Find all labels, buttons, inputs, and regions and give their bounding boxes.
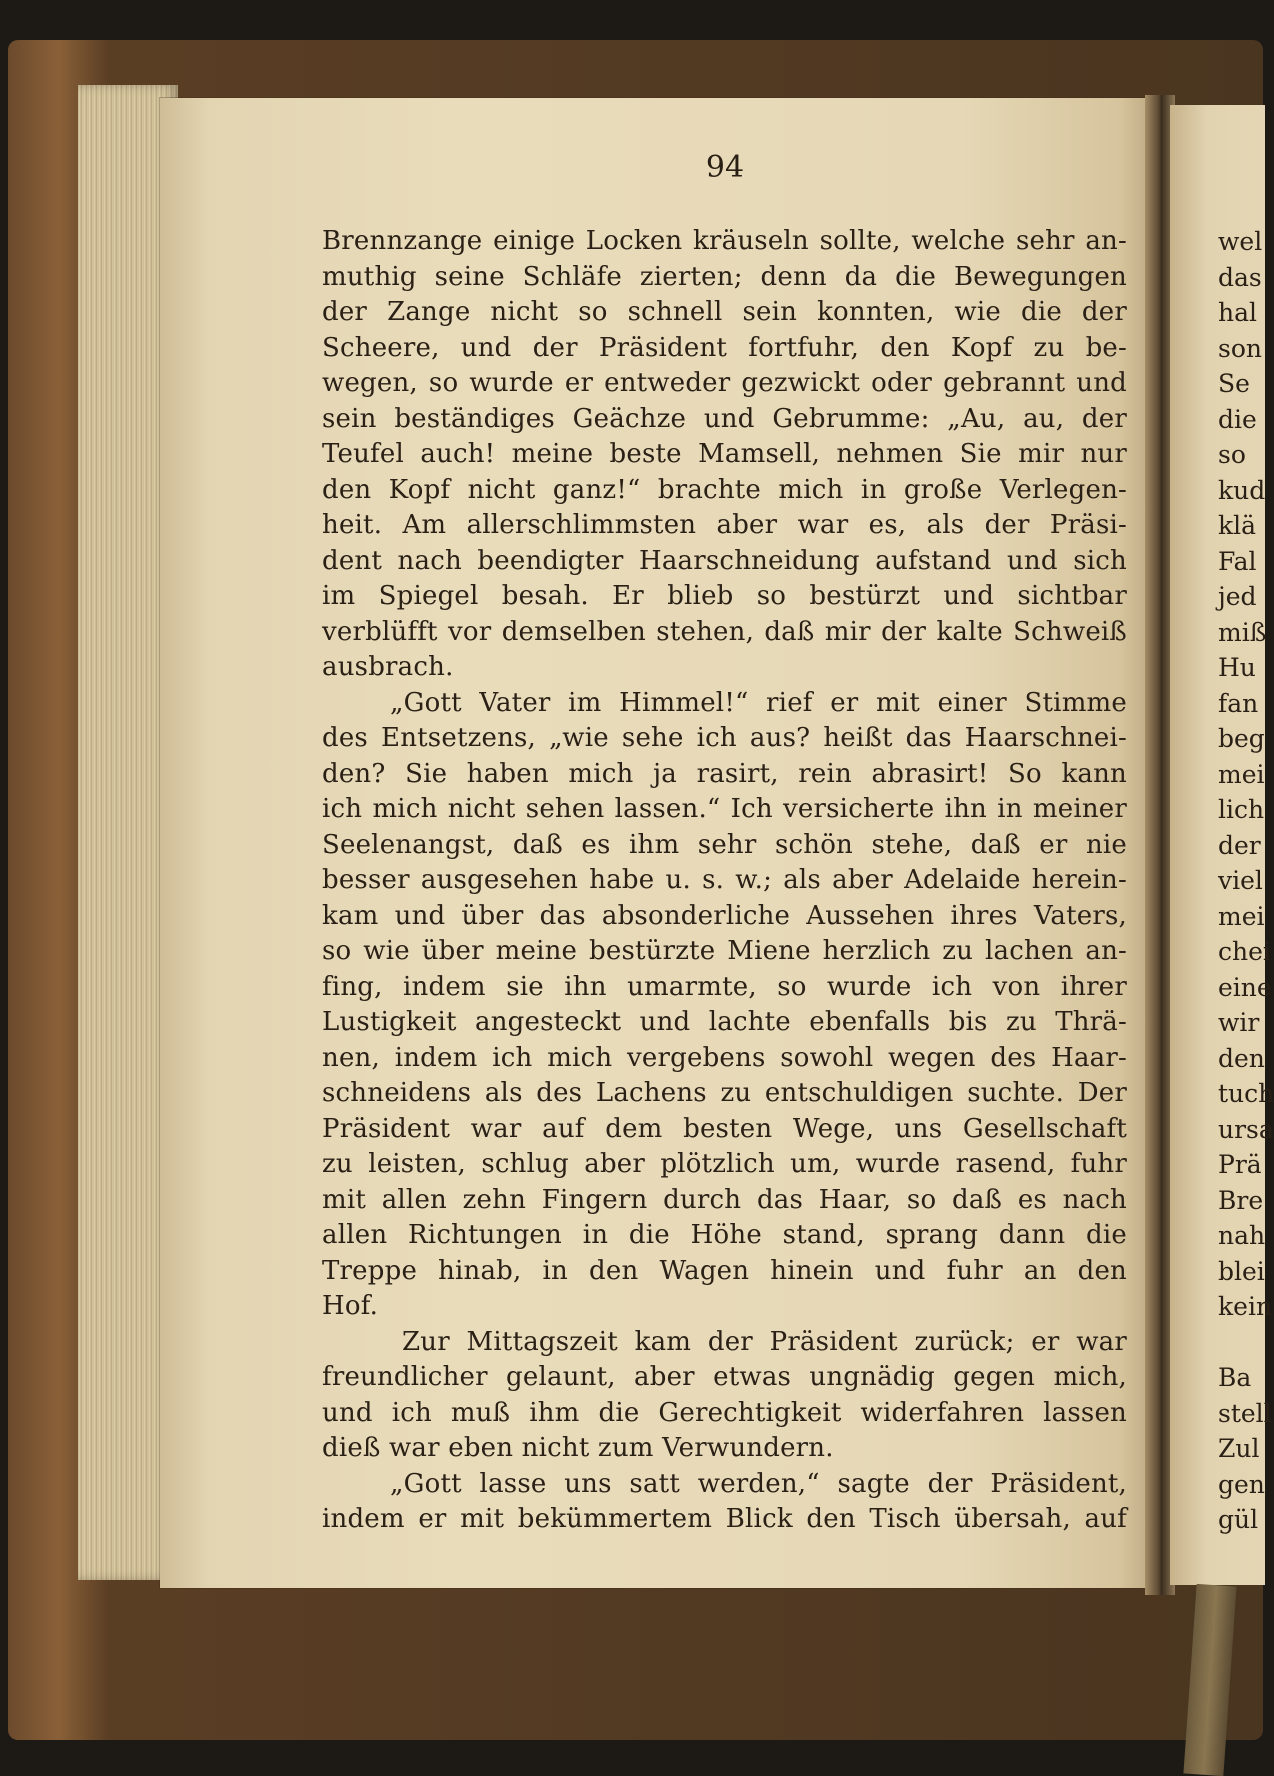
text-line: heit. Am allerschlimmsten aber war es, als der Präsi- [322,510,1127,540]
facing-page-line: son [1218,333,1262,363]
facing-page-line: viel [1218,866,1263,895]
facing-page-line: die [1218,404,1257,434]
facing-page-line: mei [1218,901,1265,931]
text-line: den Kopf nicht ganz!“ brachte mich in große Verlegen- [322,474,1127,505]
text-line: sein beständiges Geächze und Gebrumme: „Au, au, der [322,403,1127,434]
text-line: schneidens als des Lachens zu entschuldigen suchte. Der [322,1078,1127,1108]
text-line: dieß war eben nicht zum Verwundern. [322,1433,834,1463]
text-line: Scheere, und der Präsident fortfuhr, den Kopf zu be- [322,332,1127,363]
facing-page-line: Fal [1218,546,1257,576]
facing-page-line: beg [1218,724,1265,753]
text-line: mit allen zehn Fingern durch das Haar, so daß es nach [322,1184,1127,1215]
facing-page-line: Ba [1218,1363,1252,1392]
text-line: Seelenangst, daß es ihm sehr schön stehe, daß er nie [322,829,1127,860]
text-line: verblüfft vor demselben stehen, daß mir der kalte Schweiß [322,616,1127,647]
text-line: muthig seine Schläfe zierten; denn da die Bewegungen [322,261,1127,292]
facing-page-line: wir [1218,1008,1260,1037]
facing-page-line: wel [1218,227,1263,256]
text-line: wegen, so wurde er entweder gezwickt oder gebrannt und [322,368,1127,398]
text-line: Zur Mittagszeit kam der Präsident zurück; er war [402,1326,1127,1357]
facing-page-line: hal [1218,298,1258,327]
facing-page-line: tuch [1218,1079,1274,1108]
facing-page-line: so [1218,440,1246,469]
facing-page-line: den [1218,1043,1265,1073]
facing-page-line: der [1218,830,1261,860]
text-line: nen, indem ich mich vergebens sowohl wegen des Haar- [322,1042,1127,1073]
text-line: im Spiegel besah. Er blieb so bestürzt und sichtbar [322,581,1127,611]
text-line: fing, indem sie ihn umarmte, so wurde ich von ihrer [322,971,1127,1002]
text-line: des Entsetzens, „wie sehe ich aus? heißt das Haarschnei- [322,723,1127,753]
facing-page-line: fan [1218,688,1259,718]
text-line: Lustigkeit angesteckt und lachte ebenfalls bis zu Thrä- [322,1007,1127,1037]
facing-page-line: klä [1218,511,1257,540]
facing-page-line: Bre [1218,1185,1264,1215]
text-line: Treppe hinab, in den Wagen hinein und fuhr an den [322,1255,1127,1286]
facing-page-line [1170,1325,1274,1361]
facing-page-line: das [1218,262,1262,292]
facing-page-line: mei [1218,759,1265,789]
page-text [322,224,1127,1538]
text-line: freundlicher gelaunt, aber etwas ungnädig gegen mich, [322,1362,1127,1392]
facing-page-line: gen [1218,1469,1265,1499]
facing-page-line: Se [1218,369,1250,398]
text-line: und ich muß ihm die Gerechtigkeit widerfahren lassen [322,1397,1127,1428]
facing-page-line: Hu [1218,653,1256,682]
facing-page-line: lich [1218,795,1265,824]
facing-page-line: chei [1218,937,1271,966]
facing-page-line: Zul [1218,1434,1260,1463]
text-line: besser ausgesehen habe u. s. w.; als aber Adelaide herein- [322,865,1127,895]
facing-page-line: kein [1218,1292,1273,1321]
text-line: zu leisten, schlug aber plötzlich um, wurde rasend, fuhr [322,1149,1127,1179]
text-line: ausbrach. [322,652,454,682]
text-line: „Gott Vater im Himmel!“ rief er mit einer Stimme [390,687,1127,718]
text-line: der Zange nicht so schnell sein konnten, wie die der [322,297,1127,327]
text-line: Brennzange einige Locken kräuseln sollte, welche sehr an- [322,226,1127,256]
text-line: den? Sie haben mich ja rasirt, rein abrasirt! So kann [322,758,1127,789]
facing-page-line: blei [1218,1256,1265,1286]
text-line: Teufel auch! meine beste Mamsell, nehmen Sie mir nur [322,439,1127,469]
text-line: dent nach beendigter Haarschneidung aufstand und sich [322,545,1127,576]
facing-page-line: miß [1218,617,1267,647]
text-line: indem er mit bekümmertem Blick den Tisch übersah, auf [322,1504,1127,1534]
facing-page-line: nah [1218,1221,1266,1250]
facing-page-line: ursa [1218,1114,1274,1144]
facing-page-line: stell [1218,1398,1272,1428]
text-line: ich mich nicht sehen lassen.“ Ich versicherte ihn in meiner [322,794,1127,824]
right-page [1170,105,1274,1585]
facing-page-line: Prä [1218,1150,1262,1179]
text-line: „Gott lasse uns satt werden,“ sagte der Präsident, [390,1468,1127,1499]
facing-page-line: jed [1218,582,1257,611]
text-line: allen Richtungen in die Höhe stand, sprang dann die [322,1220,1127,1250]
page-number: 94 [705,150,745,185]
text-line: Präsident war auf dem besten Wege, uns Gesellschaft [322,1113,1127,1144]
text-line: kam und über das absonderliche Aussehen ihres Vaters, [322,900,1127,931]
text-line: so wie über meine bestürzte Miene herzlich zu lachen an- [322,936,1127,966]
facing-page-line: kud [1218,475,1266,505]
facing-page-line: eine [1218,972,1272,1002]
facing-page-text [1170,224,1274,1538]
facing-page-line: gül [1218,1505,1259,1534]
text-line: Hof. [322,1291,379,1321]
